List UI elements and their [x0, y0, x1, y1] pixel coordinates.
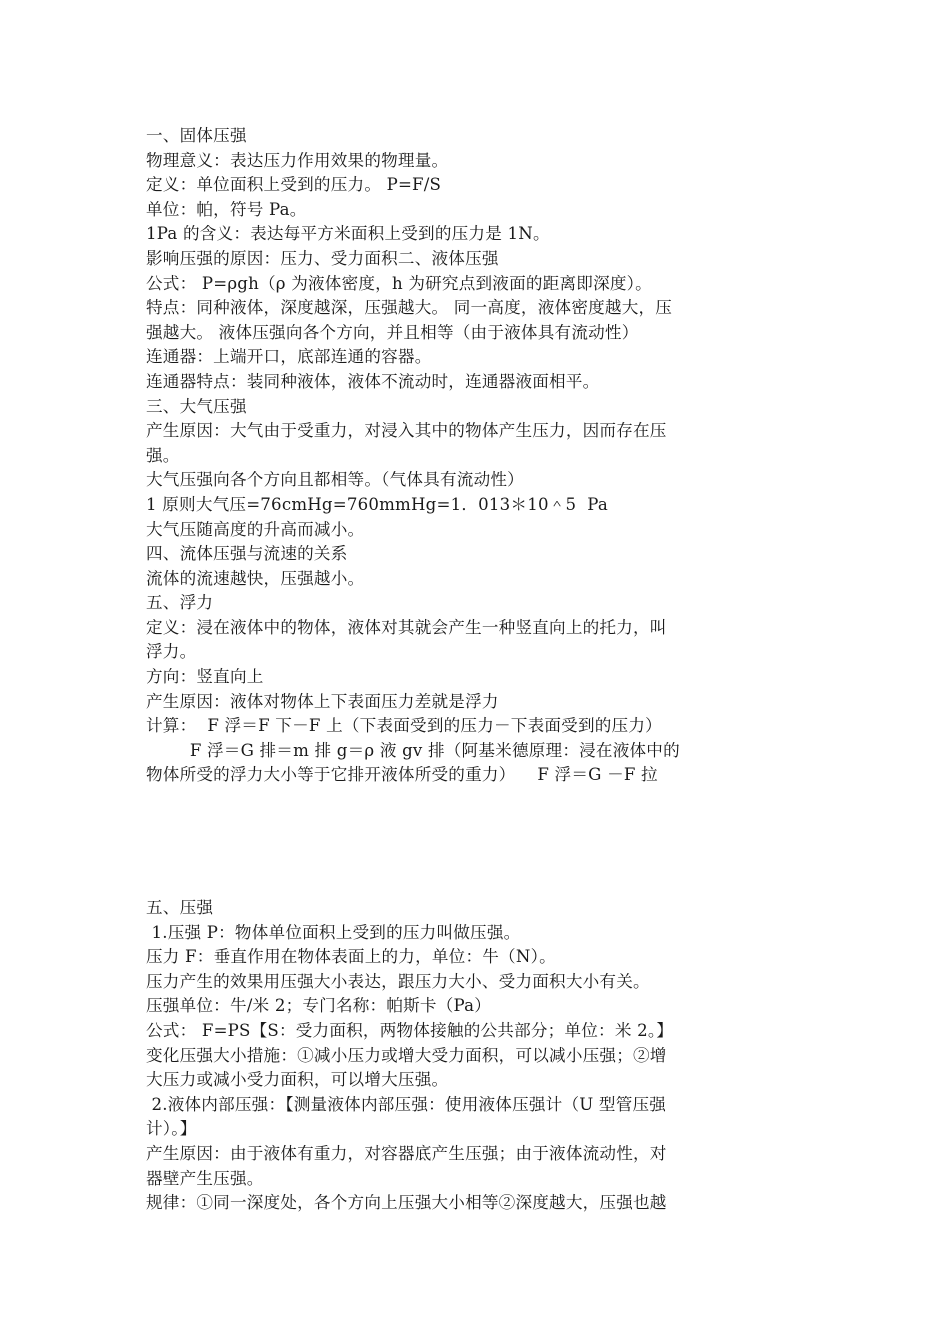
text-line: 物体所受的浮力大小等于它排开液体所受的重力） F 浮＝G －F 拉 — [146, 765, 658, 785]
text-line: 定义：浸在液体中的物体，液体对其就会产生一种竖直向上的托力，叫 — [146, 617, 667, 637]
text-line: 1.压强 P：物体单位面积上受到的压力叫做压强。 — [146, 922, 521, 942]
text-line: 大气压强向各个方向且都相等。（气体具有流动性） — [146, 470, 524, 490]
text-line: 连通器：上端开口，底部连通的容器。 — [146, 347, 432, 367]
text-line: 定义：单位面积上受到的压力。 P=F/S — [146, 175, 442, 195]
text-line: 特点：同种液体，深度越深，压强越大。 同一高度，液体密度越大，压 — [146, 298, 673, 318]
text-line: 单位：帕，符号 Pa。 — [146, 199, 307, 219]
text-line: 1Pa 的含义：表达每平方米面积上受到的压力是 1N。 — [146, 224, 550, 244]
text-line: 1 原则大气压=76cmHg=760mmHg=1．013＊10＾5 Pa — [146, 494, 608, 514]
text-line: 计）。】 — [146, 1119, 197, 1139]
text-line: 影响压强的原因：压力、受力面积二、液体压强 — [146, 248, 499, 268]
text-line: 2.液体内部压强：【测量液体内部压强：使用液体压强计（U 型管压强 — [146, 1094, 667, 1114]
text-line: 计算： F 浮＝F 下－F 上（下表面受到的压力－下表面受到的压力） — [146, 716, 662, 736]
text-line: 强越大。 液体压强向各个方向，并且相等（由于液体具有流动性） — [146, 322, 639, 342]
section-pressure-detail — [146, 896, 762, 1216]
text-line: 方向：竖直向上 — [146, 667, 264, 687]
text-line: 流体的流速越快，压强越小。 — [146, 568, 365, 588]
section-pressure-buoyancy — [146, 124, 762, 788]
text-line: 公式： P=ρgh（ρ 为液体密度，h 为研究点到液面的距离即深度）。 — [146, 273, 652, 293]
text-line: 连通器特点：装同种液体，液体不流动时，连通器液面相平。 — [146, 371, 600, 391]
heading-fluid-pressure: 四、流体压强与流速的关系 — [146, 544, 348, 564]
heading-atmospheric-pressure: 三、大气压强 — [146, 396, 247, 416]
text-line: 器壁产生压强。 — [146, 1168, 264, 1188]
text-line: 公式： F=PS【S：受力面积，两物体接触的公共部分；单位：米 2。】 — [146, 1020, 674, 1040]
text-line: 压力产生的效果用压强大小表达，跟压力大小、受力面积大小有关。 — [146, 971, 650, 991]
text-line: 压力 F：垂直作用在物体表面上的力，单位：牛（N）。 — [146, 947, 556, 967]
heading-solid-pressure: 一、固体压强 — [146, 126, 247, 145]
text-line: 压强单位：牛/米 2；专门名称：帕斯卡（Pa） — [146, 996, 492, 1016]
heading-pressure: 五、压强 — [146, 898, 214, 917]
text-line: 物理意义：表达压力作用效果的物理量。 — [146, 150, 449, 170]
text-line: 产生原因：液体对物体上下表面压力差就是浮力 — [146, 691, 499, 711]
text-line: 浮力。 — [146, 642, 197, 662]
text-line: 变化压强大小措施：①减小压力或增大受力面积，可以减小压强；②增 — [146, 1045, 667, 1065]
text-line: 规律：①同一深度处，各个方向上压强大小相等②深度越大，压强也越 — [146, 1193, 667, 1213]
text-line: 大压力或减小受力面积，可以增大压强。 — [146, 1070, 449, 1090]
text-line: 强。 — [146, 445, 180, 465]
text-line: 产生原因：由于液体有重力，对容器底产生压强；由于液体流动性，对 — [146, 1143, 667, 1163]
text-line: 大气压随高度的升高而减小。 — [146, 519, 365, 539]
text-line: 产生原因：大气由于受重力，对浸入其中的物体产生压力，因而存在压 — [146, 421, 667, 441]
text-line: F 浮＝G 排＝m 排 g＝ρ 液 gv 排（阿基米德原理：浸在液体中的 — [146, 740, 680, 760]
heading-buoyancy: 五、浮力 — [146, 593, 214, 613]
